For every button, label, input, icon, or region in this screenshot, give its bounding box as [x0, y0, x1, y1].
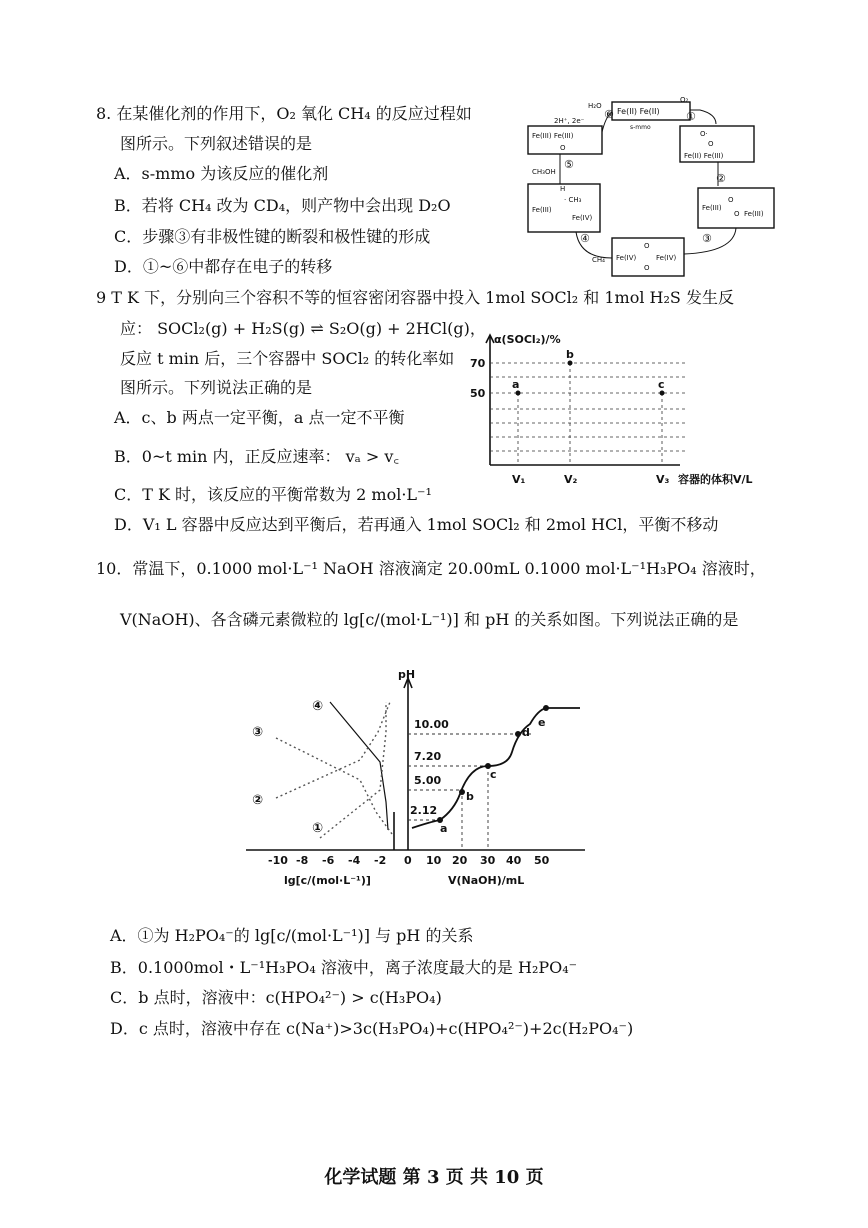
- q8-step6: ⑥: [604, 108, 614, 121]
- q10-point-a: a: [440, 822, 448, 835]
- q9-x-axis-label: 容器的体积V/L: [678, 473, 753, 485]
- q8-option-b: B．若将 CH₄ 改为 CD₄，则产物中会出现 D₂O: [114, 196, 451, 215]
- q8-box4-left: Fe(III): [532, 206, 552, 214]
- q9-stem-line4: 图所示。下列说法正确的是: [120, 378, 313, 397]
- q9-y-axis-label: α(SOCl₂)/%: [494, 333, 561, 346]
- q9-y-tick-70: 70: [470, 357, 486, 370]
- q9-point-c: c: [658, 378, 665, 391]
- q8-box5-o: O: [560, 144, 566, 152]
- q9-x-tick-v1: V₁: [512, 473, 526, 485]
- q10-point-b: b: [466, 790, 474, 803]
- q10-option-c: C．b 点时，溶液中：c(HPO₄²⁻) > c(H₃PO₄): [110, 988, 442, 1007]
- q10-left-tick-3: -6: [322, 854, 335, 867]
- page-footer: 化学试题 第 3 页 共 10 页: [324, 1167, 544, 1188]
- q9-option-c: C．T K 时，该反应的平衡常数为 2 mol·L⁻¹: [114, 485, 432, 504]
- q10-stem-line2: V(NaOH)、各含磷元素微粒的 lg[c/(mol·L⁻¹)] 和 pH 的关系如图。下列说法正确的是: [120, 610, 739, 629]
- q8-stem-line1: 8. 在某催化剂的作用下，O₂ 氧化 CH₄ 的反应过程如: [96, 104, 472, 123]
- q9-stem-line1: 9 T K 下，分别向三个容积不等的恒容密闭容器中投入 1mol SOCl₂ 和 1mol H₂S 发生反: [96, 288, 734, 307]
- q10-point-c: c: [490, 768, 497, 781]
- q10-point-d: d: [522, 726, 530, 739]
- svg-text:O: O: [734, 210, 740, 218]
- q8-top-box-label: Fe(II) Fe(II): [617, 107, 660, 116]
- q9-point-a: a: [512, 378, 520, 391]
- q9-option-b: B．0~t min 内，正反应速率： vₐ > v꜀: [114, 447, 399, 466]
- q10-option-d: D．c 点时，溶液中存在 c(Na⁺)>3c(H₃PO₄)+c(HPO₄²⁻)+2c(H₂PO₄⁻): [110, 1019, 634, 1038]
- q8-box2-left: Fe(III): [702, 204, 722, 212]
- q8-box4-ch3: · CH₃: [564, 196, 582, 204]
- q9-stem-line2: 应： SOCl₂(g) + H₂S(g) ⇌ S₂O(g) + 2HCl(g)，: [120, 319, 486, 338]
- q10-stem-line1: 10．常温下，0.1000 mol·L⁻¹ NaOH 溶液滴定 20.00mL 0.1000 mol·L⁻¹H₃PO₄ 溶液时，: [96, 559, 766, 578]
- q10-ph-5: 5.00: [414, 774, 442, 787]
- q10-ph-10: 10.00: [414, 718, 449, 731]
- svg-text:O: O: [644, 264, 650, 272]
- q10-right-tick-1: 10: [426, 854, 442, 867]
- q8-option-a: A．s-mmo 为该反应的催化剂: [114, 164, 329, 183]
- q9-option-a: A．c、b 两点一定平衡，a 点一定不平衡: [114, 408, 405, 427]
- q8-option-d: D．①~⑥中都存在电子的转移: [114, 257, 333, 276]
- q10-point-e: e: [538, 716, 546, 729]
- svg-text:O: O: [708, 140, 714, 148]
- q8-stem-line2: 图所示。下列叙述错误的是: [120, 134, 313, 153]
- q8-electron-label: 2H⁺, 2e⁻: [554, 117, 585, 125]
- q10-option-b: B．0.1000mol・L⁻¹H₃PO₄ 溶液中，离子浓度最大的是 H₂PO₄⁻: [110, 958, 578, 977]
- q10-right-x-label: V(NaOH)/mL: [448, 874, 525, 887]
- q8-step5: ⑤: [564, 158, 574, 171]
- q10-curve-4: ④: [312, 699, 324, 714]
- q10-left-tick-2: -8: [296, 854, 309, 867]
- svg-text:O: O: [728, 196, 734, 204]
- q9-conversion-graph: [440, 325, 770, 485]
- q10-curve-2: ②: [252, 793, 264, 808]
- q8-ch4-label: CH₄: [592, 256, 605, 264]
- q10-option-a: A．①为 H₂PO₄⁻的 lg[c/(mol·L⁻¹)] 与 pH 的关系: [110, 926, 474, 945]
- q8-o2-label: O₂: [680, 96, 689, 104]
- q10-left-tick-4: -4: [348, 854, 361, 867]
- q10-right-tick-4: 40: [506, 854, 522, 867]
- q8-h2o-label: H₂O: [588, 102, 602, 110]
- q10-right-tick-2: 20: [452, 854, 468, 867]
- q9-point-b: b: [566, 348, 574, 361]
- q10-curve-1: ①: [312, 821, 324, 836]
- q10-left-tick-1: -10: [268, 854, 288, 867]
- q8-box5-label: Fe(III) Fe(III): [532, 132, 574, 140]
- q10-curve-3: ③: [252, 725, 264, 740]
- q8-box4-h: H: [560, 185, 566, 193]
- q8-box3-left: Fe(IV): [616, 254, 637, 262]
- q10-titration-graph: [240, 662, 590, 892]
- q10-left-x-label: lg[c/(mol·L⁻¹)]: [284, 874, 371, 887]
- q10-ph-7-20: 7.20: [414, 750, 442, 763]
- q10-left-tick-5: -2: [374, 854, 387, 867]
- q8-box2-right: Fe(III): [744, 210, 764, 218]
- q9-option-d: D．V₁ L 容器中反应达到平衡后，若再通入 1mol SOCl₂ 和 2mol HCl，平衡不移动: [114, 515, 719, 534]
- q10-ph-2-12: 2.12: [410, 804, 438, 817]
- q8-option-c: C．步骤③有非极性键的断裂和极性键的形成: [114, 227, 431, 246]
- q10-left-tick-6: 0: [404, 854, 412, 867]
- svg-text:O: O: [644, 242, 650, 250]
- q9-stem-line3: 反应 t min 后，三个容器中 SOCl₂ 的转化率如: [120, 349, 455, 368]
- q9-x-tick-v3: V₃: [656, 473, 670, 485]
- q8-cycle-diagram: [520, 92, 790, 287]
- q9-x-tick-v2: V₂: [564, 473, 578, 485]
- q8-step1: ①: [686, 110, 696, 123]
- q8-smmo-label: s-mmo: [630, 124, 651, 131]
- q9-y-tick-50: 50: [470, 387, 486, 400]
- q8-box4-right: Fe(IV): [572, 214, 593, 222]
- q10-right-tick-5: 50: [534, 854, 550, 867]
- q8-box1-label: Fe(II) Fe(III): [684, 152, 724, 160]
- q8-step2: ②: [716, 172, 726, 185]
- svg-text:O·: O·: [700, 130, 708, 138]
- q10-y-axis-label: pH: [398, 668, 416, 681]
- q8-step3: ③: [702, 232, 712, 245]
- q8-ch3oh-label: CH₃OH: [532, 168, 556, 176]
- q8-box3-right: Fe(IV): [656, 254, 677, 262]
- q10-right-tick-3: 30: [480, 854, 496, 867]
- q8-step4: ④: [580, 232, 590, 245]
